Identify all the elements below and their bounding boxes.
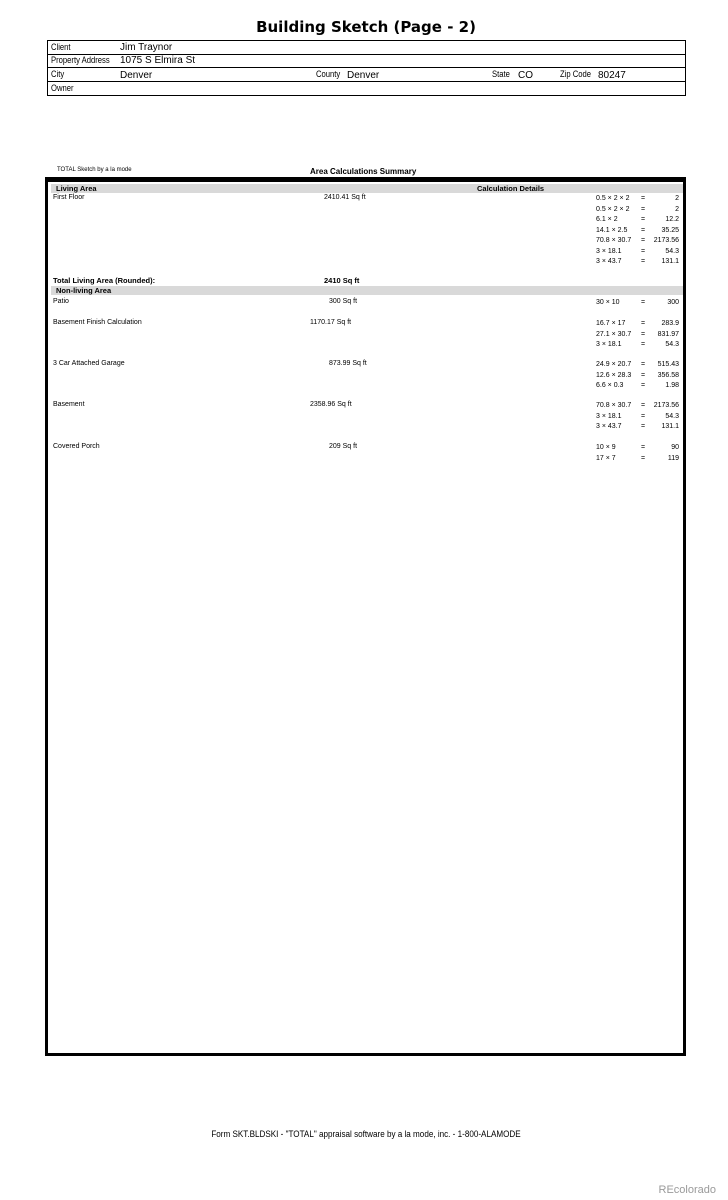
calc-equals: = xyxy=(641,205,646,213)
calc-line xyxy=(596,319,679,330)
calc-line xyxy=(596,215,679,226)
total-living-value: 2410 Sq ft xyxy=(324,276,360,285)
client-label: Client xyxy=(51,42,71,52)
calc-equals: = xyxy=(641,330,646,338)
owner-label: Owner xyxy=(51,83,74,93)
calc-result: 54.3 xyxy=(665,341,679,348)
client-row xyxy=(48,41,685,55)
calc-expression: 16.7 × 17 xyxy=(596,320,626,327)
calc-equals: = xyxy=(641,320,646,327)
calc-result: 2 xyxy=(675,195,679,202)
calc-expression: 3 × 18.1 xyxy=(596,412,622,420)
calc-line xyxy=(596,205,679,216)
calc-equals: = xyxy=(641,226,646,234)
calc-equals: = xyxy=(641,216,646,223)
calc-line xyxy=(596,257,679,268)
calc-expression: 12.6 × 28.3 xyxy=(596,371,632,379)
calc-result: 831.97 xyxy=(657,330,679,338)
calc-result: 12.2 xyxy=(665,216,679,223)
first-floor-name: First Floor xyxy=(53,194,85,201)
state-value: CO xyxy=(518,70,533,81)
calc-result: 356.58 xyxy=(657,371,679,379)
garage-area: 873.99 Sq ft xyxy=(329,360,367,367)
calc-equals: = xyxy=(641,444,646,451)
calc-result: 54.3 xyxy=(665,412,679,420)
owner-row xyxy=(48,82,685,95)
city-label: City xyxy=(51,69,65,79)
city-value: Denver xyxy=(120,70,153,81)
address-row xyxy=(48,54,685,68)
nonliving-area-band xyxy=(51,286,683,295)
basement-finish-area: 1170.17 Sq ft xyxy=(310,319,352,326)
property-info-box xyxy=(47,40,686,96)
basement-name: Basement xyxy=(53,401,85,408)
calc-result: 2173.56 xyxy=(653,237,679,244)
address-value: 1075 S Elmira St xyxy=(120,55,196,66)
calc-result: 283.9 xyxy=(661,320,679,327)
county-value: Denver xyxy=(347,70,380,81)
calc-result: 515.43 xyxy=(657,361,679,368)
calc-expression: 6.1 × 2 xyxy=(596,216,618,223)
calc-expression: 10 × 9 xyxy=(596,444,616,451)
calc-result: 131.1 xyxy=(661,423,679,430)
calc-equals: = xyxy=(641,258,646,265)
covered-porch-name: Covered Porch xyxy=(53,443,100,450)
patio-name: Patio xyxy=(53,298,69,305)
calculation-details-header: Calculation Details xyxy=(477,184,545,193)
calc-line xyxy=(596,247,679,258)
calc-expression: 17 × 7 xyxy=(596,454,616,462)
total-living-label: Total Living Area (Rounded): xyxy=(53,276,156,285)
calc-expression: 3 × 18.1 xyxy=(596,341,622,348)
basement-finish-name: Basement Finish Calculation xyxy=(53,319,142,326)
calc-expression: 70.8 × 30.7 xyxy=(596,237,632,244)
first-floor-area: 2410.41 Sq ft xyxy=(324,194,366,201)
calc-result: 54.3 xyxy=(665,247,679,255)
calc-equals: = xyxy=(641,371,646,379)
calc-equals: = xyxy=(641,237,646,244)
calc-equals: = xyxy=(641,361,646,368)
nonliving-area-header: Non-living Area xyxy=(56,286,112,295)
form-footer: Form SKT.BLDSKI - "TOTAL" appraisal software by a la mode, inc. - 1-800-ALAMODE xyxy=(211,1129,521,1139)
calc-line xyxy=(596,226,679,237)
calc-expression: 3 × 43.7 xyxy=(596,423,622,430)
calc-equals: = xyxy=(641,402,646,409)
living-area-band xyxy=(51,184,683,193)
calc-line xyxy=(596,194,679,205)
calc-line xyxy=(596,422,679,433)
calc-result: 2 xyxy=(675,205,679,213)
calc-result: 1.98 xyxy=(665,382,679,389)
address-label: Property Address xyxy=(51,55,110,65)
calc-expression: 3 × 18.1 xyxy=(596,247,622,255)
living-area-header: Living Area xyxy=(56,184,97,193)
patio-calcs xyxy=(596,298,679,309)
calc-line xyxy=(596,371,679,382)
calc-result: 35.25 xyxy=(661,226,679,234)
state-label: State xyxy=(492,69,510,79)
calc-line xyxy=(596,401,679,412)
calc-result: 90 xyxy=(671,444,679,451)
tool-label: TOTAL Sketch by a la mode xyxy=(57,167,132,173)
zip-value: 80247 xyxy=(598,70,626,81)
basement-calcs xyxy=(596,401,679,433)
calc-line xyxy=(596,443,679,454)
area-calculations-panel xyxy=(45,177,686,1056)
calc-equals: = xyxy=(641,195,646,202)
calc-expression: 0.5 × 2 × 2 xyxy=(596,195,630,202)
calc-expression: 27.1 × 30.7 xyxy=(596,330,632,338)
summary-title: Area Calculations Summary xyxy=(310,167,417,176)
calc-equals: = xyxy=(641,412,646,420)
calc-equals: = xyxy=(641,247,646,255)
zip-label: Zip Code xyxy=(560,69,592,79)
calc-line xyxy=(596,298,679,309)
recolorado-watermark: REcolorado xyxy=(658,1184,716,1196)
calc-line xyxy=(596,340,679,351)
calc-equals: = xyxy=(641,454,646,462)
covered-porch-calcs xyxy=(596,443,679,464)
calc-expression: 24.9 × 20.7 xyxy=(596,361,632,368)
page-title: Building Sketch (Page - 2) xyxy=(256,18,476,36)
calc-equals: = xyxy=(641,382,646,389)
county-label: County xyxy=(316,69,341,79)
first-floor-calcs xyxy=(596,194,679,268)
calc-expression: 70.8 × 30.7 xyxy=(596,402,632,409)
patio-area: 300 Sq ft xyxy=(329,298,358,305)
calc-expression: 0.5 × 2 × 2 xyxy=(596,205,630,213)
calc-result: 300 xyxy=(667,299,679,306)
garage-name: 3 Car Attached Garage xyxy=(53,360,125,367)
calc-line xyxy=(596,412,679,423)
garage-calcs xyxy=(596,360,679,392)
calc-expression: 14.1 × 2.5 xyxy=(596,226,628,234)
calc-expression: 6.6 × 0.3 xyxy=(596,382,624,389)
basement-finish-calcs xyxy=(596,319,679,351)
client-value: Jim Traynor xyxy=(120,42,173,53)
calc-expression: 30 × 10 xyxy=(596,299,620,306)
calc-line xyxy=(596,454,679,465)
calc-equals: = xyxy=(641,341,646,348)
calc-line xyxy=(596,360,679,371)
city-row xyxy=(48,68,685,82)
basement-area: 2358.96 Sq ft xyxy=(310,401,352,408)
calc-line xyxy=(596,381,679,392)
calc-result: 2173.56 xyxy=(653,402,679,409)
calc-line xyxy=(596,236,679,247)
calc-equals: = xyxy=(641,423,646,430)
calc-expression: 3 × 43.7 xyxy=(596,258,622,265)
covered-porch-area: 209 Sq ft xyxy=(329,443,358,450)
calc-equals: = xyxy=(641,299,646,306)
calc-line xyxy=(596,330,679,341)
calc-result: 119 xyxy=(667,454,679,462)
calc-result: 131.1 xyxy=(661,258,679,265)
